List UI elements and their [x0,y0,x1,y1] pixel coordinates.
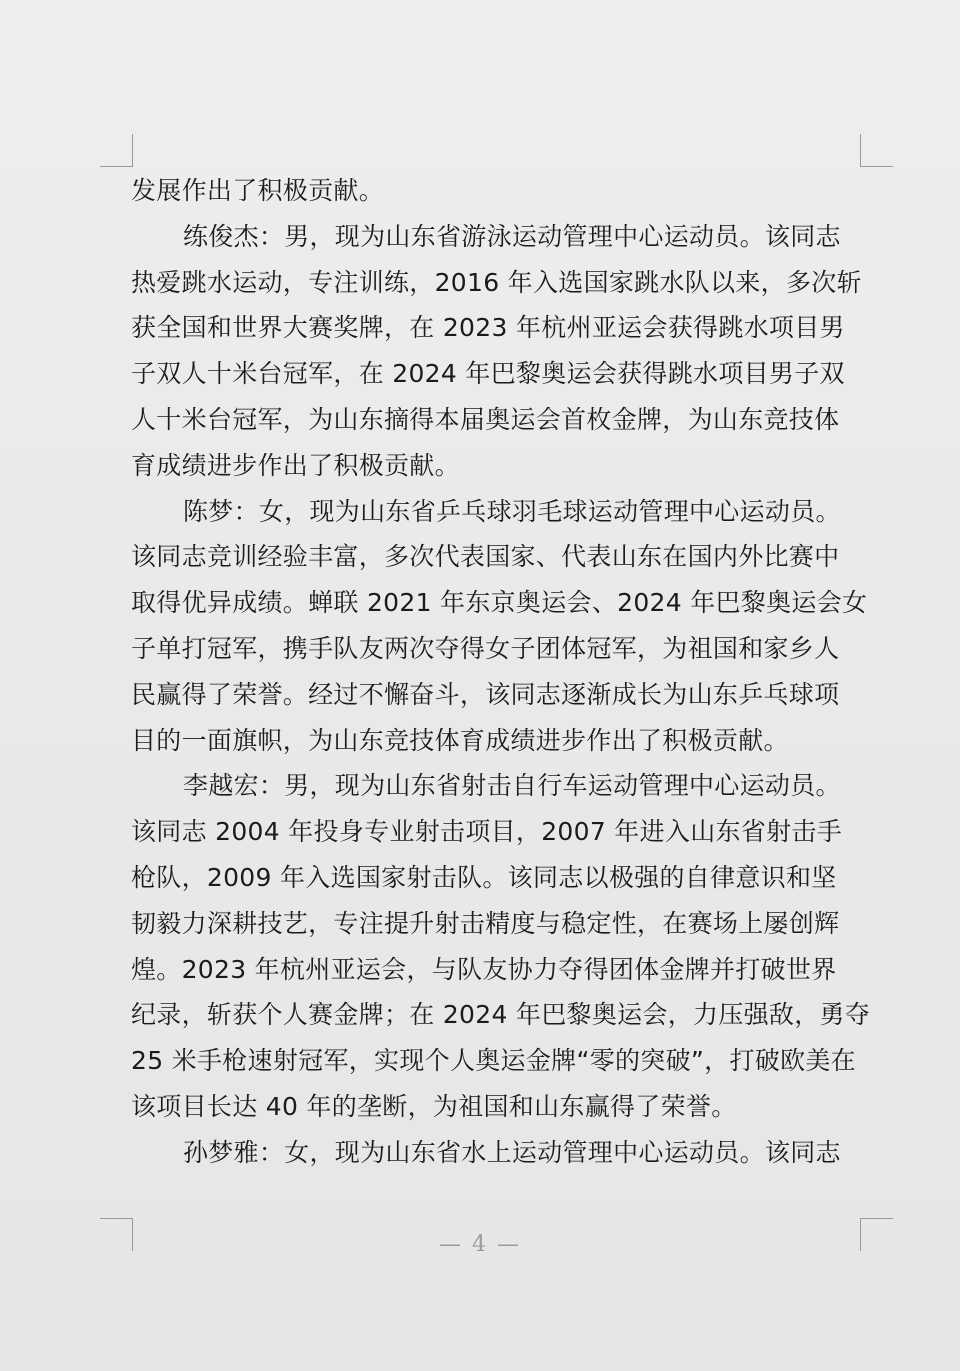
corner-mark-top-right [860,134,893,167]
text-line: 发展作出了积极贡献。 [131,176,385,205]
text-line: 25 米手枪速射冠军，实现个人奥运金牌“零的突破”，打破欧美在 [131,1046,856,1076]
text-line: 陈梦：女，现为山东省乒乓球羽毛球运动管理中心运动员。 [183,496,841,526]
text-line: 纪录，斩获个人赛金牌；在 2024 年巴黎奥运会，力压强敌，勇夺 [131,1000,871,1030]
text-line: 煌。2023 年杭州亚运会，与队友协力夺得团体金牌并打破世界 [131,954,837,984]
text-line: 热爱跳水运动，专注训练，2016 年入选国家跳水队以来，多次斩 [131,267,862,297]
text-line: 获全国和世界大赛奖牌，在 2023 年杭州亚运会获得跳水项目男 [131,313,845,343]
text-line: 取得优异成绩。蝉联 2021 年东京奥运会、2024 年巴黎奥运会女 [131,588,868,618]
text-line: 孙梦雅：女，现为山东省水上运动管理中心运动员。该同志 [183,1137,841,1167]
text-line: 育成绩进步作出了积极贡献。 [131,450,460,480]
text-line: 该同志 2004 年投身专业射击项目，2007 年进入山东省射击手 [131,817,842,847]
text-line: 子单打冠军，携手队友两次夺得女子团体冠军，为祖国和家乡人 [131,633,840,663]
body-text [131,168,871,1176]
text-line: 韧毅力深耕技艺，专注提升射击精度与稳定性，在赛场上屡创辉 [131,908,840,938]
text-line: 子双人十米台冠军，在 2024 年巴黎奥运会获得跳水项目男子双 [131,359,845,389]
text-line: 李越宏：男，现为山东省射击自行车运动管理中心运动员。 [183,771,841,801]
text-line: 该同志竞训经验丰富，多次代表国家、代表山东在国内外比赛中 [131,542,840,572]
corner-mark-top-left [100,134,133,167]
text-line: 民赢得了荣誉。经过不懈奋斗，该同志逐渐成长为山东乒乓球项 [131,679,840,709]
text-line: 目的一面旗帜，为山东竞技体育成绩进步作出了积极贡献。 [131,725,789,755]
text-line: 枪队，2009 年入选国家射击队。该同志以极强的自律意识和坚 [131,862,837,892]
text-line: 练俊杰：男，现为山东省游泳运动管理中心运动员。该同志 [183,221,841,251]
text-line: 人十米台冠军，为山东摘得本届奥运会首枚金牌，为山东竞技体 [131,404,840,434]
text-line: 该项目长达 40 年的垄断，为祖国和山东赢得了荣誉。 [131,1091,737,1121]
page-number: — 4 — [439,1232,521,1257]
